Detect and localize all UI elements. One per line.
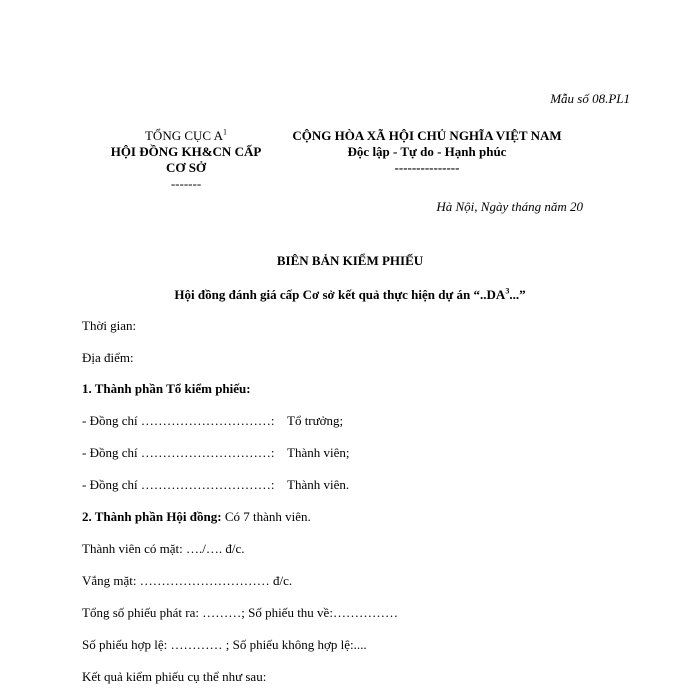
council-level: CƠ SỞ	[165, 160, 207, 175]
national-divider: ---------------	[394, 160, 460, 175]
country-name: CỘNG HÒA XÃ HỘI CHỦ NGHĨA VIỆT NAM	[292, 128, 562, 143]
time-label: Thời gian:	[82, 318, 137, 333]
place-label: Địa điểm:	[82, 350, 134, 365]
members-present: Thành viên có mặt: …./…. đ/c.	[82, 541, 245, 556]
agency-header	[80, 128, 292, 192]
national-header	[262, 128, 592, 176]
committee-member-row: - Đồng chí …………………………: Thành viên.	[82, 477, 350, 492]
motto: Độc lập - Tự do - Hạnh phúc	[347, 144, 507, 159]
agency-divider: -------	[170, 176, 202, 191]
section2-heading: 2. Thành phần Hội đồng: Có 7 thành viên.	[82, 509, 311, 524]
result-intro: Kết quả kiểm phiếu cụ thể như sau:	[82, 669, 267, 684]
date-line: Hà Nội, Ngày tháng năm 20	[436, 199, 583, 214]
committee-member-row: - Đồng chí …………………………: Tổ trưởng;	[82, 413, 344, 428]
document-subtitle: Hội đồng đánh giá cấp Cơ sở kết quả thực hiện dự án “$..DA^3$...”	[174, 286, 526, 302]
ballots-issued: Tổng số phiếu phát ra: ………; Số phiếu thu về:……………	[82, 605, 398, 620]
agency-footnote-mark: 1	[223, 127, 227, 137]
form-number: Mẫu số 08.PL1	[550, 91, 630, 106]
ballots-valid: Số phiếu hợp lệ: ………… ; Số phiếu không hợp lệ:....	[82, 637, 367, 652]
members-absent: Vắng mặt: ………………………… đ/c.	[82, 573, 293, 588]
section1-heading: 1. Thành phần Tổ kiểm phiếu:	[82, 381, 251, 396]
committee-member-row: - Đồng chí …………………………: Thành viên;	[82, 445, 350, 460]
document-title: BIÊN BẢN KIỂM PHIẾU	[276, 253, 424, 268]
project-footnote-mark: 3	[505, 286, 510, 296]
agency-name: TỔNG CỤC $A^1$	[144, 127, 227, 143]
council-name: HỘI ĐỒNG KH&CN CẤP	[110, 144, 262, 159]
